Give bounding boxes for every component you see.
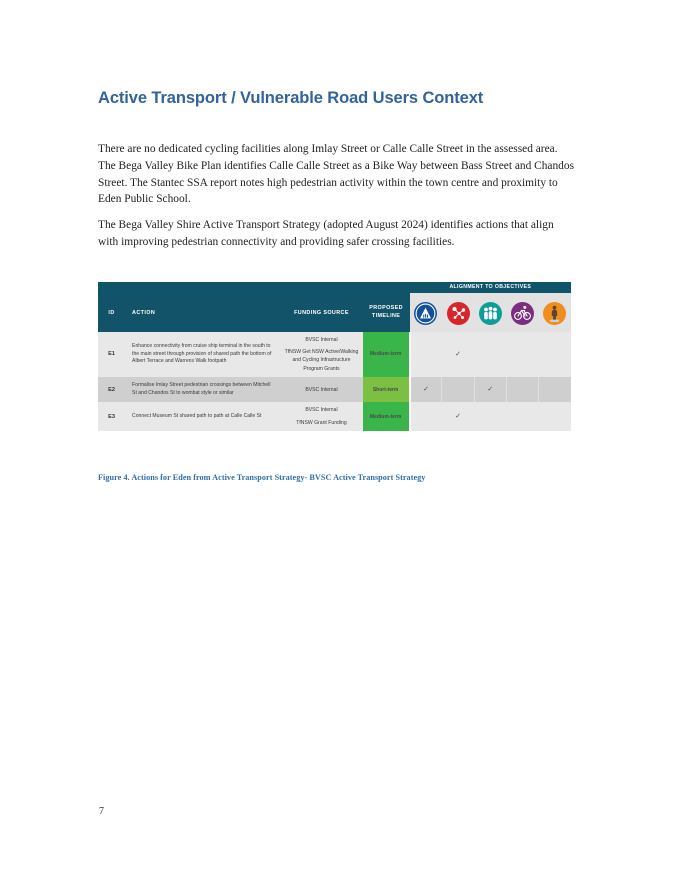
check-icon: ✓ xyxy=(455,413,461,421)
timeline-header-line1: PROPOSED xyxy=(369,305,403,311)
row-align-e3-2 xyxy=(442,402,474,430)
objective-icon-cell-2 xyxy=(442,293,474,332)
page-number: 7 xyxy=(99,806,104,817)
column-header-proposed-timeline xyxy=(363,293,410,332)
row-align-e3-5 xyxy=(539,402,571,430)
table-head xyxy=(98,282,571,332)
row-timeline-e3: Medium-term xyxy=(363,402,410,430)
row-action-e1: Enhance connectivity from cruise ship terminal in the south to the main street through provision of shared path the bottom of Albert Terrace and Warrens Walk footpath xyxy=(125,332,280,377)
figure-caption: Figure 4. Actions for Eden from Active Transport Strategy- BVSC Active Transport Strategy xyxy=(98,473,426,482)
table-header-row xyxy=(98,293,571,332)
objective-icon-cell-4 xyxy=(506,293,538,332)
funding-line: TfNSW Get NSW Active/Walking and Cycling Infrastructure Program Grants xyxy=(284,349,359,372)
row-timeline-e2: Short-term xyxy=(363,377,410,403)
row-align-e2-5 xyxy=(539,377,571,403)
row-align-e1-2 xyxy=(442,332,474,377)
page-title: Active Transport / Vulnerable Road Users Context xyxy=(98,89,484,108)
funding-line: BVSC Internal xyxy=(305,407,338,414)
row-align-e3-4 xyxy=(506,402,538,430)
body-paragraph-2: The Bega Valley Shire Active Transport Strategy (adopted August 2024) identifies actions that align with improving pedestrian connectivity and providing safer crossing facilities. xyxy=(98,219,554,248)
timeline-header-line2: TIMELINE xyxy=(371,312,401,319)
alignment-group-header: ALIGNMENT TO OBJECTIVES xyxy=(410,282,571,293)
table-row xyxy=(98,332,571,377)
funding-line: BVSC Internal xyxy=(305,337,338,343)
row-action-e3: Connect Museum St shared path to path at Calle Calle St xyxy=(125,402,280,430)
pedestrian-crossing-icon xyxy=(414,302,437,325)
row-align-e2-2 xyxy=(442,377,474,403)
row-align-e2-4 xyxy=(506,377,538,403)
check-icon: ✓ xyxy=(487,386,494,394)
row-align-e3-1 xyxy=(410,402,442,430)
row-funding-e1 xyxy=(280,332,362,377)
figure-active-transport-actions xyxy=(98,282,571,431)
row-align-e2-1 xyxy=(410,377,442,403)
row-id-e3: E3 xyxy=(98,402,125,430)
bicycle-icon xyxy=(511,302,534,325)
body-paragraph-1: There are no dedicated cycling facilities along Imlay Street or Calle Calle Street in the assessed area. The Bega Valley Bike Plan identifies Calle Calle Street as a Bike Way between Bass Street and Chandos Street. The Stantec SSA report notes high pedestrian activity within the town centre and proximity to Eden Public School. xyxy=(98,143,575,206)
table-group-header-row xyxy=(98,282,571,293)
table-row xyxy=(98,377,571,403)
pedestrian-walking-icon xyxy=(543,302,566,325)
column-header-funding-source: FUNDING SOURCE xyxy=(280,293,362,332)
funding-line: TfNSW Grant Funding xyxy=(296,419,347,426)
row-timeline-e1: Medium-term xyxy=(363,332,410,377)
row-id-e2: E2 xyxy=(98,377,125,403)
people-group-icon xyxy=(479,302,502,325)
funding-line: BVSC Internal xyxy=(305,386,338,393)
table-body xyxy=(98,332,571,431)
check-icon: ✓ xyxy=(423,386,429,394)
row-align-e3-3 xyxy=(474,402,506,430)
column-header-id: ID xyxy=(98,293,125,332)
row-align-e1-3 xyxy=(474,332,506,377)
row-id-e1: E1 xyxy=(98,332,125,377)
objective-icon-cell-3 xyxy=(474,293,506,332)
table-row xyxy=(98,402,571,430)
objective-icon-cell-5 xyxy=(539,293,571,332)
row-funding-e3 xyxy=(280,402,362,430)
row-align-e1-1 xyxy=(410,332,442,377)
network-nodes-icon xyxy=(447,302,470,325)
header-spacer xyxy=(98,282,410,293)
row-align-e1-4 xyxy=(506,332,538,377)
row-funding-e2 xyxy=(280,377,362,403)
row-align-e1-5 xyxy=(539,332,571,377)
actions-table xyxy=(98,282,571,431)
row-action-e2: Formalise Imlay Street pedestrian crossings between Mitchell St and Chandos St to wombat style or similar xyxy=(125,377,280,403)
column-header-action: ACTION xyxy=(125,293,280,332)
check-icon: ✓ xyxy=(455,350,461,358)
row-align-e2-3 xyxy=(474,377,506,403)
objective-icon-cell-1 xyxy=(410,293,442,332)
